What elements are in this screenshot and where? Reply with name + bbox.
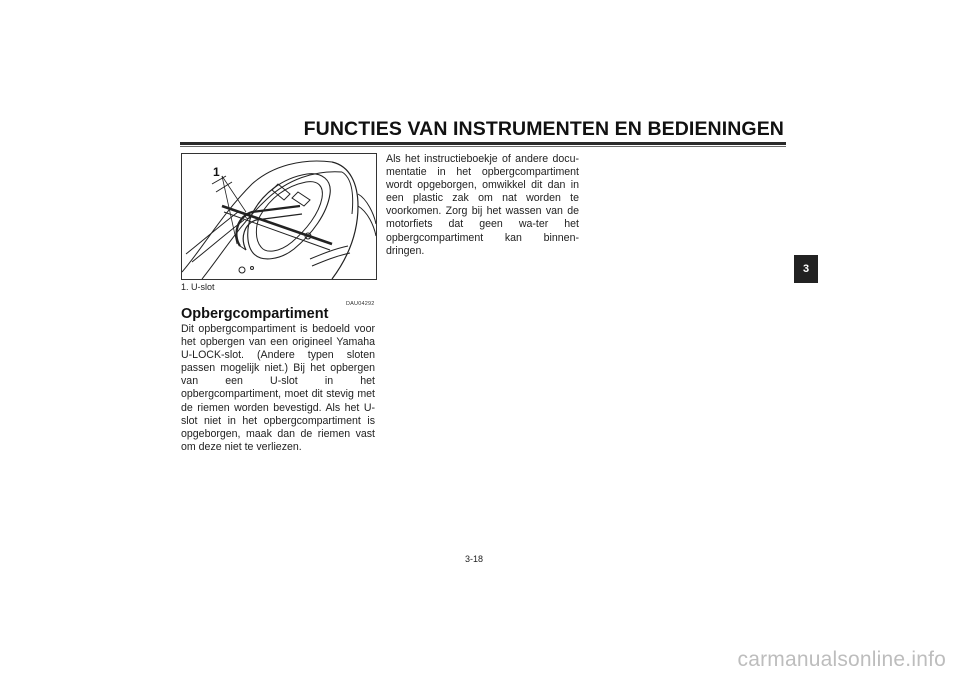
figure-callout-number: 1: [213, 165, 220, 179]
header-rule-thin: [180, 146, 786, 147]
chapter-tab: 3: [794, 255, 818, 283]
section-heading: Opbergcompartiment: [181, 306, 329, 322]
illustration-frame: [181, 153, 377, 280]
right-column-body-text: Als het instructieboekje of andere docu-mentatie in het opbergcompartiment wordt opgeborgen, omwikkel dit dan in een plastic zak om nat worden te voorkomen. Zorg bij het wassen van de motorfiets dat geen wa-ter het opbergcompartiment kan binnen-dringen.: [386, 153, 579, 257]
header-rule: [180, 142, 786, 145]
page-header-title: FUNCTIES VAN INSTRUMENTEN EN BEDIENINGEN: [303, 118, 784, 140]
u-lock-storage-illustration: [182, 154, 376, 279]
section-body-text: Dit opbergcompartiment is bedoeld voor het opbergen van een origineel Yamaha U-LOCK-slot. (Andere typen sloten passen mogelijk niet.) Bij het opbergen van een U-slot in het opbergcompartiment, moet dit stevig met de riemen worden bevestigd. Als het U-slot niet in het opbergcompartiment is opgeborgen, maak dan de riemen vast om deze niet te verliezen.: [181, 323, 375, 453]
watermark-text: carmanualsonline.info: [737, 648, 946, 671]
page-number: 3-18: [465, 554, 484, 564]
section-reference-code: DAU04292: [346, 301, 375, 307]
figure-caption: 1. U-slot: [181, 282, 215, 292]
